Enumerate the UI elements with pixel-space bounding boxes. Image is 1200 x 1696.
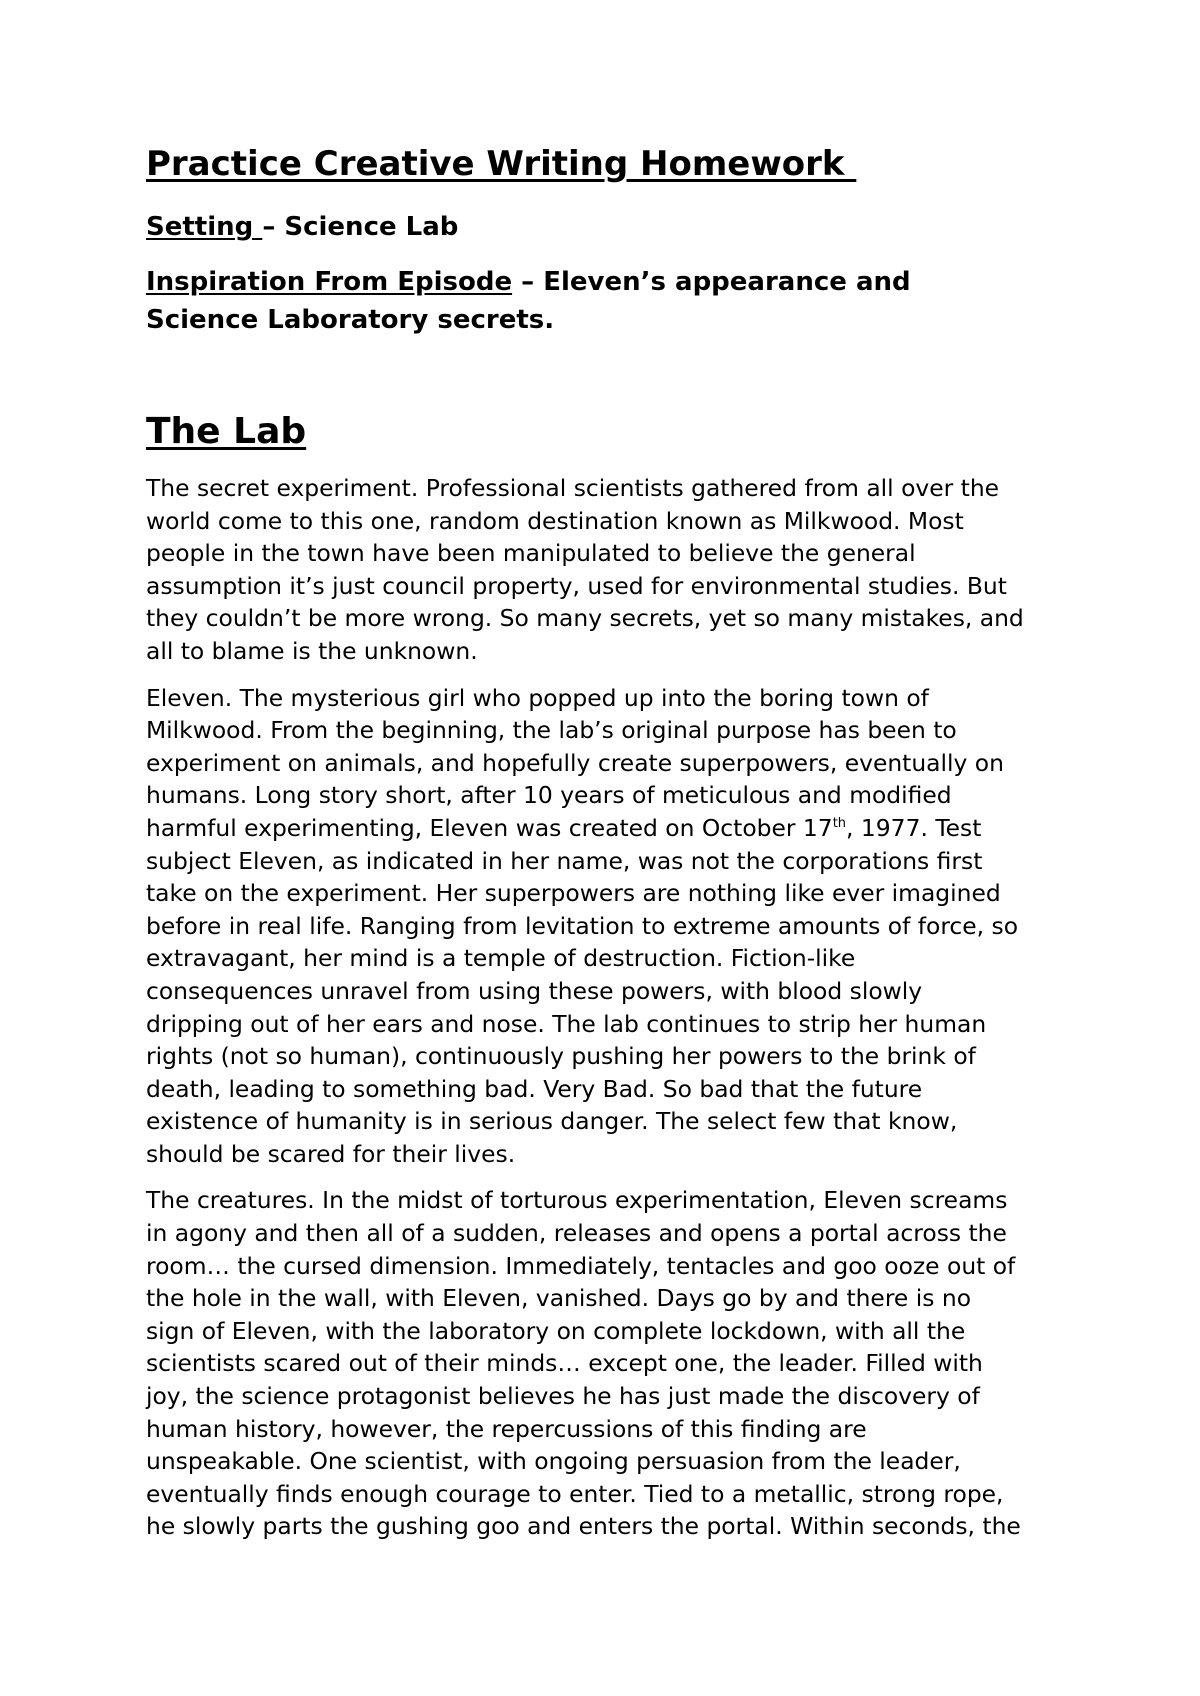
inspiration-line bbox=[146, 263, 1066, 339]
date-line-prefix: harmful experimenting, Eleven was created on October 17 bbox=[146, 813, 833, 842]
inspiration-value-line1: Eleven’s appearance and bbox=[543, 267, 911, 297]
paragraph-3 bbox=[146, 1184, 1066, 1543]
setting-separator: – bbox=[262, 212, 285, 242]
text-line-date bbox=[146, 812, 1066, 845]
setting-label: Setting bbox=[146, 212, 263, 242]
text-line: people in the town have been manipulated to believe the general bbox=[146, 539, 916, 568]
text-line: unspeakable. One scientist, with ongoing persuasion from the leader, bbox=[146, 1447, 961, 1476]
setting-line bbox=[146, 208, 1066, 246]
text-line: in agony and then all of a sudden, releases and opens a portal across the bbox=[146, 1219, 1007, 1248]
inspiration-label: Inspiration From Episode bbox=[146, 267, 513, 297]
text-line: before in real life. Ranging from levitation to extreme amounts of force, so bbox=[146, 911, 1019, 940]
text-line: death, leading to something bad. Very Bad. So bad that the future bbox=[146, 1074, 923, 1103]
text-line: experiment on animals, and hopefully create superpowers, eventually on bbox=[146, 748, 1004, 777]
text-line: eventually finds enough courage to enter. Tied to a metallic, strong rope, bbox=[146, 1479, 1004, 1508]
text-line: sign of Eleven, with the laboratory on complete lockdown, with all the bbox=[146, 1316, 966, 1345]
text-line: subject Eleven, as indicated in her name, was not the corporations first bbox=[146, 846, 983, 875]
text-line: existence of humanity is in serious danger. The select few that know, bbox=[146, 1107, 958, 1136]
text-line: Eleven. The mysterious girl who popped up into the boring town of bbox=[146, 683, 929, 712]
text-line: consequences unravel from using these powers, with blood slowly bbox=[146, 976, 923, 1005]
text-line: all to blame is the unknown. bbox=[146, 636, 478, 665]
text-line: scientists scared out of their minds… except one, the leader. Filled with bbox=[146, 1349, 983, 1378]
paragraph-2 bbox=[146, 682, 1066, 1171]
date-line-suffix: , 1977. Test bbox=[846, 813, 982, 842]
text-line: he slowly parts the gushing goo and enters the portal. Within seconds, the bbox=[146, 1512, 1021, 1541]
document-body bbox=[146, 472, 1066, 1557]
text-line: assumption it’s just council property, used for environmental studies. But bbox=[146, 571, 1007, 600]
text-line: Milkwood. From the beginning, the lab’s original purpose has been to bbox=[146, 716, 957, 745]
text-line: The secret experiment. Professional scientists gathered from all over the bbox=[146, 474, 1000, 502]
text-line: humans. Long story short, after 10 years of meticulous and modified bbox=[146, 781, 952, 810]
text-line: joy, the science protagonist believes he has just made the discovery of bbox=[146, 1382, 980, 1411]
text-line: The creatures. In the midst of torturous experimentation, Eleven screams bbox=[146, 1186, 1008, 1215]
text-line: should be scared for their lives. bbox=[146, 1139, 516, 1168]
ordinal-suffix: th bbox=[832, 816, 847, 832]
text-line: dripping out of her ears and nose. The lab continues to strip her human bbox=[146, 1009, 987, 1038]
text-line: they couldn’t be more wrong. So many secrets, yet so many mistakes, and bbox=[146, 604, 1024, 633]
text-line: room… the cursed dimension. Immediately, tentacles and goo ooze out of bbox=[146, 1251, 1016, 1280]
setting-value: Science Lab bbox=[284, 212, 459, 242]
text-line: the hole in the wall, with Eleven, vanished. Days go by and there is no bbox=[146, 1284, 972, 1313]
inspiration-separator: – bbox=[512, 267, 544, 297]
text-line: world come to this one, random destination known as Milkwood. Most bbox=[146, 506, 964, 535]
text-line: rights (not so human), continuously pushing her powers to the brink of bbox=[146, 1042, 976, 1071]
paragraph-1 bbox=[146, 472, 1066, 668]
text-line: extravagant, her mind is a temple of destruction. Fiction-like bbox=[146, 944, 856, 973]
document-title: Practice Creative Writing Homework bbox=[146, 144, 857, 184]
text-line: human history, however, the repercussions of this finding are bbox=[146, 1414, 867, 1443]
section-heading: The Lab bbox=[146, 411, 307, 452]
inspiration-value-line2: Science Laboratory secrets. bbox=[146, 305, 555, 335]
text-line: take on the experiment. Her superpowers are nothing like ever imagined bbox=[146, 879, 1001, 908]
